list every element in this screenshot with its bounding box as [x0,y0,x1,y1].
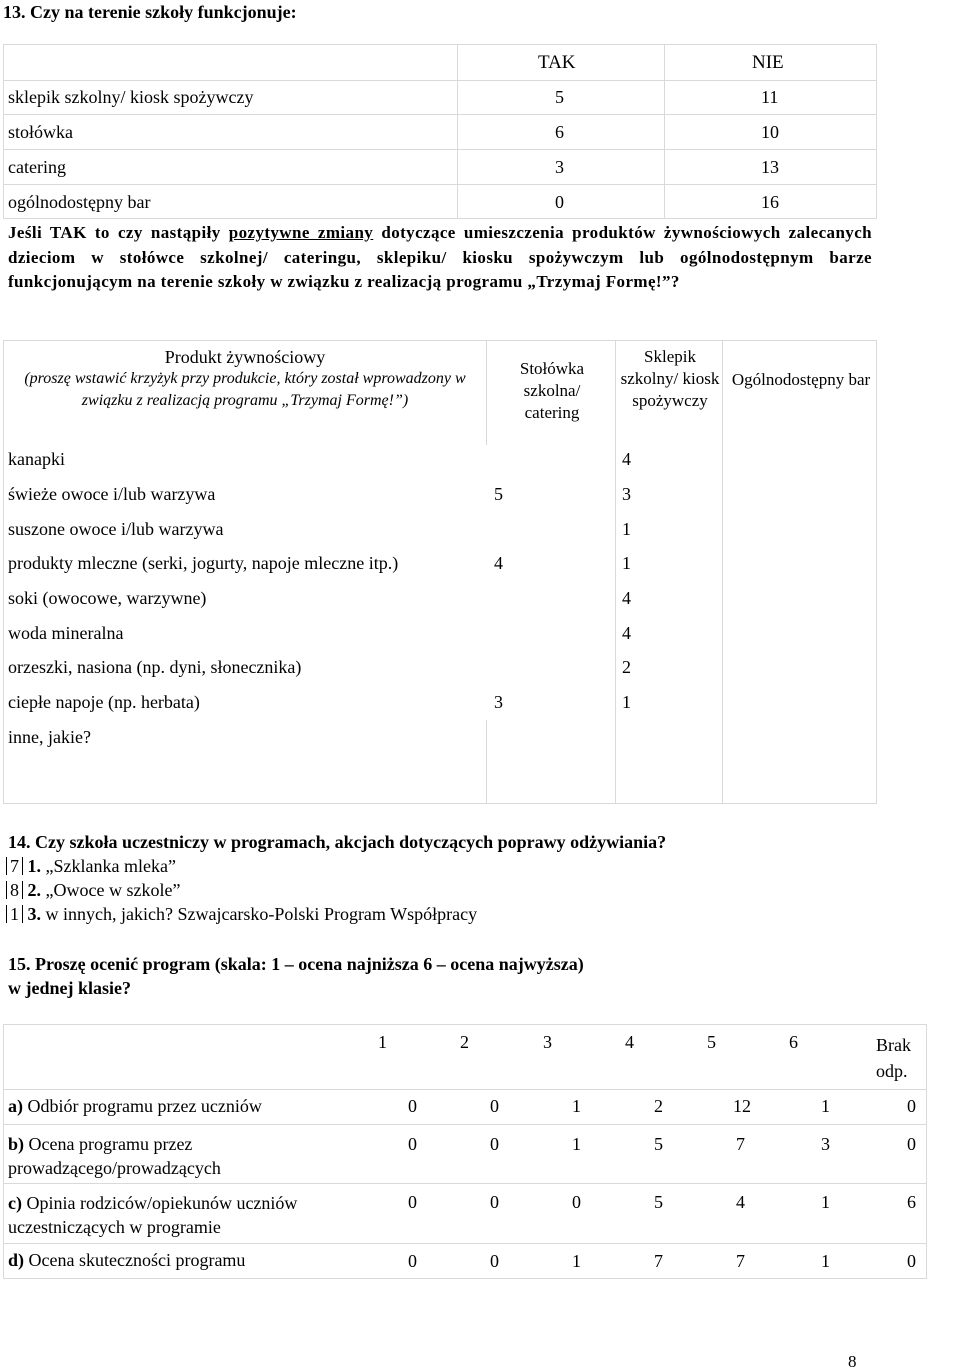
page-number: 8 [848,1352,857,1371]
q14-item-text: w innych, jakich? Szwajcarsko-Polski Program Współpracy [45,904,478,924]
product-shop-value: 4 [622,623,631,643]
q13-row-nie: 11 [761,87,779,107]
product-shop-value: 1 [622,553,631,573]
product-label: suszone owoce i/lub warzywa [8,519,224,539]
rating-row-label [8,1096,262,1117]
rating-row-text: Odbiór programu przez uczniów [23,1096,262,1116]
product-shop-value: 2 [622,657,631,677]
rating-header: 1 [378,1032,387,1052]
product-label: orzeszki, nasiona (np. dyni, słonecznika) [8,657,302,677]
rating-row-label [8,1191,368,1239]
rating-header-no-answer: Brak odp. [876,1035,911,1081]
rating-header: 3 [543,1032,552,1052]
products-header-bar: Ogólnodostępny bar [731,370,871,389]
q14-item-count: 8 [6,881,23,899]
rating-row-letter: d) [8,1250,25,1270]
rating-value: 1 [821,1192,830,1212]
product-label: soki (owocowe, warzywne) [8,588,207,608]
q13-row-label: ogólnodostępny bar [8,192,151,212]
rating-header: 6 [789,1032,798,1052]
paragraph-text: Jeśli TAK to czy nastąpiły [8,223,229,242]
q13-header-tak: TAK [538,52,576,73]
q13-row-label: sklepik szkolny/ kiosk spożywczy [8,87,254,107]
q13-row-tak: 0 [555,192,564,212]
rating-row-label [8,1250,245,1271]
products-header-shop: Sklepik szkolny/ kiosk spożywczy [620,347,720,410]
rating-value: 2 [654,1096,663,1116]
rating-value: 6 [907,1192,916,1212]
rating-row-label [8,1132,368,1180]
q13-row-label: stołówka [8,122,73,142]
rating-value: 0 [490,1251,499,1271]
rating-value: 0 [408,1251,417,1271]
product-label: ciepłe napoje (np. herbata) [8,692,200,712]
rating-value: 7 [736,1251,745,1271]
product-shop-value: 3 [622,484,631,504]
q14-item-text: „Owoce w szkole” [45,880,181,900]
product-canteen-value: 4 [494,553,503,573]
q14-item [6,856,176,877]
product-column-title: Produkt żywnościowy [164,347,326,367]
rating-value: 0 [490,1192,499,1212]
rating-value: 7 [736,1134,745,1154]
product-shop-value: 4 [622,449,631,469]
product-label: inne, jakie? [8,727,91,747]
rating-value: 1 [572,1251,581,1271]
rating-value: 3 [821,1134,830,1154]
q13-title: 13. Czy na terenie szkoły funkcjonuje: [3,2,297,22]
q13-row-nie: 16 [761,192,779,212]
rating-value: 0 [408,1192,417,1212]
q13-header-nie: NIE [752,52,784,73]
rating-value: 5 [654,1192,663,1212]
products-header-canteen: Stołówka szkolna/ catering [519,359,585,422]
product-canteen-value: 3 [494,692,503,712]
q15-title: 15. Proszę ocenić program (skala: 1 – ocena najniższa 6 – ocena najwyższa) [8,954,584,974]
paragraph-text: dotyczące umieszczenia produktów żywnościowych zalecanych dzieciom w stołówce szkolnej/ cateringu, sklepiku/ kiosku spożywczym lub ogólnodostępnym barze funkcjonującym na terenie szkoły w związku z realizacją programu „Trzymaj Formę!”? [8,223,873,291]
rating-value: 1 [821,1096,830,1116]
q14-item-number: 3. [27,904,41,924]
q13-followup-paragraph [8,221,872,295]
rating-value: 0 [907,1134,916,1154]
product-shop-value: 1 [622,692,631,712]
q13-row-tak: 3 [555,157,564,177]
rating-value: 0 [572,1192,581,1212]
rating-value: 1 [572,1096,581,1116]
q14-item [6,880,180,901]
q14-item-text: „Szklanka mleka” [45,856,176,876]
rating-value: 0 [907,1251,916,1271]
q14-item-number: 2. [27,880,41,900]
rating-value: 12 [733,1096,751,1116]
rating-value: 0 [907,1096,916,1116]
rating-header: 4 [625,1032,634,1052]
rating-row-letter: c) [8,1193,22,1213]
product-canteen-value: 5 [494,484,503,504]
rating-value: 1 [821,1251,830,1271]
rating-value: 4 [736,1192,745,1212]
product-column-note: (proszę wstawić krzyżyk przy produkcie, który został wprowadzony w związku z realizacją programu „Trzymaj Formę!”) [24,370,466,409]
q13-row-nie: 13 [761,157,779,177]
rating-value: 0 [408,1134,417,1154]
q13-row-tak: 6 [555,122,564,142]
products-header-product [10,346,480,412]
q14-title: 14. Czy szkoła uczestniczy w programach, akcjach dotyczących poprawy odżywiania? [8,832,667,852]
paragraph-underlined-text: pozytywne zmiany [228,223,374,242]
product-label: woda mineralna [8,623,124,643]
q13-row-tak: 5 [555,87,564,107]
rating-row-text: Ocena programu przez prowadzącego/prowadzących [8,1134,221,1178]
product-shop-value: 1 [622,519,631,539]
q14-item-number: 1. [27,856,41,876]
rating-value: 0 [490,1134,499,1154]
rating-header: 2 [460,1032,469,1052]
rating-value: 0 [408,1096,417,1116]
q13-row-nie: 10 [761,122,779,142]
product-label: świeże owoce i/lub warzywa [8,484,216,504]
rating-row-letter: a) [8,1096,23,1116]
rating-row-text: Ocena skuteczności programu [24,1250,246,1270]
rating-value: 1 [572,1134,581,1154]
q13-row-label: catering [8,157,66,177]
rating-value: 7 [654,1251,663,1271]
q14-item [6,904,477,925]
q14-item-count: 1 [6,905,23,923]
rating-row-text: Opinia rodziców/opiekunów uczniów uczestniczących w programie [8,1193,298,1237]
q15-title-continued: w jednej klasie? [8,978,131,998]
product-label: kanapki [8,449,65,469]
rating-header: 5 [707,1032,716,1052]
product-shop-value: 4 [622,588,631,608]
product-label: produkty mleczne (serki, jogurty, napoje mleczne itp.) [8,553,399,573]
rating-row-letter: b) [8,1134,25,1154]
q14-item-count: 7 [6,857,23,875]
rating-value: 5 [654,1134,663,1154]
rating-value: 0 [490,1096,499,1116]
